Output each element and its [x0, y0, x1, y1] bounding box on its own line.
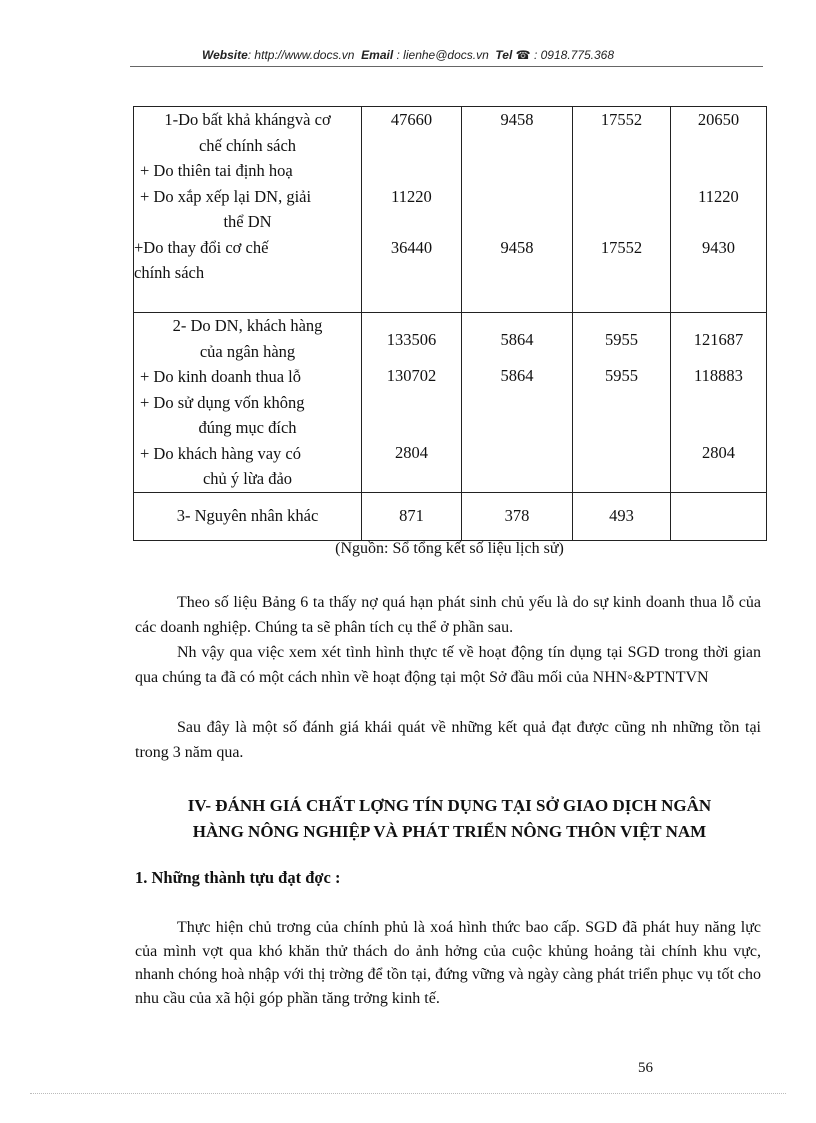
- value: 17552: [600, 237, 643, 257]
- row-label-line: 1-Do bất khả khángvà cơ: [164, 110, 331, 129]
- section-title: [133, 793, 766, 845]
- value-cell: [573, 313, 671, 493]
- paragraph-text: Nh vậy qua việc xem xét tình hình thực tế về hoạt động tín dụng tại SGD trong thời gian qua chúng ta đã có một cách nhìn về hoạt động tại một Sở đầu mối của NHN◦&PTNTVN: [135, 644, 761, 686]
- value: 118883: [694, 366, 743, 385]
- row-label-line: thể DN: [223, 212, 272, 231]
- value: [573, 209, 670, 235]
- row-label-line: +Do thay đổi cơ chế: [134, 237, 269, 257]
- row-label-line: + Do khách hàng vay có: [140, 443, 301, 463]
- row-label-cell: [134, 313, 362, 493]
- value: [671, 209, 766, 235]
- table-row: [134, 493, 767, 541]
- value-cell: [362, 493, 462, 541]
- value: 9458: [500, 110, 534, 129]
- value: [362, 133, 461, 159]
- value: [362, 414, 461, 440]
- paragraph-2: [135, 640, 761, 690]
- row-label-line: chủ ý lừa đảo: [202, 469, 293, 488]
- row-label-line: 3- Nguyên nhân khác: [176, 506, 319, 525]
- value: [573, 184, 670, 210]
- value: 121687: [693, 330, 744, 349]
- row-label-line: + Do xắp xếp lại DN, giải: [140, 186, 312, 206]
- value: 133506: [386, 330, 437, 349]
- value-cell: [462, 313, 573, 493]
- paragraph-text: Thực hiện chủ trơng của chính phủ là xoá hình thức bao cấp. SGD đã phát huy năng lực của mình vợt qua khó khăn thử thách do ảnh hởng của cuộc khủng hoảng tài chính khu vực, nhanh chóng hoà nhập với thị trờng để tồn tại, đứng vững và ngày càng phát triển phục vụ tốt cho nhu cầu của xã hội góp phần tăng trởng kinh tế.: [135, 919, 761, 1007]
- row-label-cell: [134, 493, 362, 541]
- row-label-line: đúng mục đích: [198, 418, 297, 437]
- value-cell: [362, 313, 462, 493]
- footer-divider: [30, 1093, 786, 1094]
- value: 36440: [390, 237, 433, 257]
- value: [462, 158, 572, 184]
- value: 5955: [605, 330, 638, 349]
- value: [671, 133, 766, 159]
- row-label-line: chế chính sách: [198, 135, 297, 155]
- value: [573, 158, 670, 184]
- value: [671, 158, 766, 184]
- value: 2804: [395, 442, 428, 462]
- value-cell: [573, 107, 671, 313]
- value-cell: [671, 107, 767, 313]
- value: 871: [399, 506, 424, 525]
- value: 17552: [600, 110, 643, 129]
- row-label-line: + Do kinh doanh thua lỗ: [140, 367, 301, 386]
- row-label-line: của ngân hàng: [199, 341, 296, 361]
- value-cell: [671, 313, 767, 493]
- value: [462, 184, 572, 210]
- email-label: Email: [361, 48, 394, 62]
- value: 9458: [500, 237, 534, 257]
- value: [362, 209, 461, 235]
- email-text: : lienhe@docs.vn: [396, 48, 489, 62]
- value: [671, 389, 766, 415]
- paragraph-3: [135, 715, 761, 765]
- tel-text: ☎ : 0918.775.368: [515, 48, 615, 62]
- row-label-line: + Do thiên tai định hoạ: [140, 161, 293, 180]
- value: [573, 133, 670, 159]
- paragraph-text: Sau đây là một số đánh giá khái quát về những kết quả đạt được cũng nh những tồn tại trong 3 năm qua.: [135, 719, 761, 761]
- row-label-line: 2- Do DN, khách hàng: [172, 316, 323, 335]
- value-cell: [671, 493, 767, 541]
- section-title-line: HÀNG NÔNG NGHIỆP VÀ PHÁT TRIỂN NÔNG THÔN VIỆT NAM: [192, 822, 707, 841]
- value: 9430: [702, 237, 735, 257]
- section-title-line: IV- ĐÁNH GIÁ CHẤT LỢNG TÍN DỤNG TẠI SỞ GIAO DỊCH NGÂN: [187, 796, 712, 815]
- value: 5864: [500, 366, 534, 385]
- tel-label: Tel: [495, 48, 513, 62]
- value: 11220: [698, 186, 739, 206]
- page-number: 56: [638, 1060, 653, 1076]
- source-note: (Nguồn: Sổ tổng kết số liệu lịch sử): [335, 540, 564, 557]
- subheading: 1. Những thành tựu đạt đợc :: [135, 868, 341, 887]
- website-label: Website: [201, 48, 248, 62]
- data-table: [133, 106, 767, 541]
- value: [462, 209, 572, 235]
- value: [362, 158, 461, 184]
- value: 47660: [390, 110, 433, 129]
- value: [671, 414, 766, 440]
- value-cell: [362, 107, 462, 313]
- row-label-line: + Do sử dụng vốn không: [140, 392, 305, 412]
- value: 20650: [697, 110, 740, 129]
- table-row: [134, 107, 767, 313]
- website-text: : http://www.docs.vn: [247, 48, 355, 62]
- value: [362, 389, 461, 415]
- header-divider: [130, 66, 763, 67]
- page-header: [0, 48, 816, 62]
- value-cell: [462, 493, 573, 541]
- value: 5955: [605, 366, 638, 385]
- table-row: [134, 313, 767, 493]
- paragraph-text: Theo số liệu Bảng 6 ta thấy nợ quá hạn phát sinh chủ yếu là do sự kinh doanh thua lỗ của các doanh nghiệp. Chúng ta sẽ phân tích cụ thể ở phần sau.: [135, 594, 761, 636]
- row-label-cell: [134, 107, 362, 313]
- value: 130702: [386, 366, 437, 385]
- value-cell: [573, 493, 671, 541]
- value: 2804: [702, 442, 735, 462]
- body-paragraph: [135, 916, 761, 1010]
- value: 493: [609, 506, 634, 525]
- row-label-line: chính sách: [134, 263, 205, 282]
- value: 5864: [500, 330, 534, 349]
- value-cell: [462, 107, 573, 313]
- paragraph-1: [135, 590, 761, 640]
- value: 378: [504, 506, 530, 525]
- value: 11220: [391, 186, 432, 206]
- value: [462, 133, 572, 159]
